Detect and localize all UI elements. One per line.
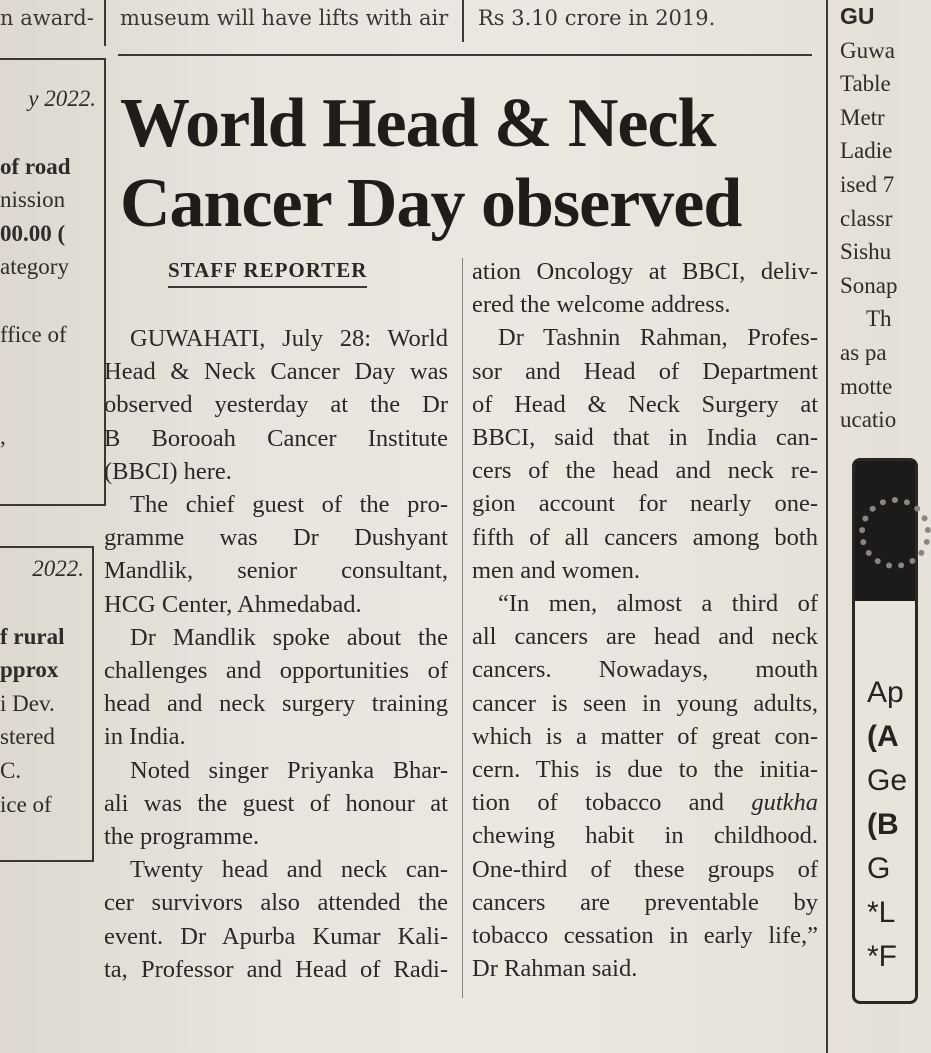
left-clipping-text-1: y 2022. of road nission 00.00 ( ategory ffice of , — [0, 86, 96, 449]
article-text-line: cancer is seen in young adults, — [472, 689, 818, 717]
article-text-line: BBCI, said that in India can- — [472, 424, 818, 452]
article-text-line: (BBCI) here. — [104, 457, 232, 485]
article-text-line: Head & Neck Cancer Day was — [104, 358, 448, 386]
article-text-line: ered the welcome address. — [472, 291, 731, 319]
article-text-line: Mandlik, senior consultant, — [104, 557, 448, 585]
article-column-2 — [472, 255, 818, 985]
article-column-gap — [462, 258, 463, 998]
article-text-line: “In men, almost a third of — [498, 590, 818, 618]
article-text-line: Noted singer Priyanka Bhar- — [130, 756, 448, 784]
top-fragment-left: n award- — [0, 6, 94, 30]
article-text-line: Dr Mandlik spoke about the — [130, 623, 448, 651]
article-text-line: GUWAHATI, July 28: World — [130, 325, 448, 352]
article-text-line: ation Oncology at BBCI, deliv- — [472, 258, 818, 285]
left-clipping-text-2: 2022. f rural pprox i Dev. stered C. ice of — [0, 556, 84, 817]
ad-text: Ap (A Ge (B G *L *F — [867, 676, 908, 973]
article-text-line: observed yesterday at the Dr — [104, 391, 448, 419]
article-text-line: of Head & Neck Surgery at — [472, 390, 818, 418]
gear-emblem-icon — [859, 497, 931, 569]
article-text-line: chewing habit in childhood. — [472, 822, 818, 850]
right-clipping-text: GU Guwa Table Metr Ladie ised 7 classr Sishu Sonap Th as pa motte ucatio — [840, 3, 898, 433]
article-headline — [120, 84, 820, 244]
headline-line-2: Cancer Day observed — [120, 165, 742, 242]
article-text-line: Dr Rahman said. — [472, 955, 638, 983]
middle-column-divider-top — [462, 0, 464, 42]
article-text-line: sor and Head of Department — [472, 357, 818, 385]
article-text-line: which is a matter of great con- — [472, 722, 818, 750]
article-text-line: cancers are preventable by — [472, 888, 818, 916]
ad-dark-banner — [855, 461, 915, 601]
article-text-line: HCG Center, Ahmedabad. — [104, 590, 362, 618]
article-text-line: ali was the guest of honour at — [104, 789, 448, 817]
article-text-line: Twenty head and neck can- — [130, 856, 448, 884]
article-text-line: cern. This is due to the initia- — [472, 756, 818, 784]
advertisement-box — [852, 458, 918, 1004]
article-text-line: gramme was Dr Dushyant — [104, 524, 448, 552]
top-fragment-middle: museum will have lifts with air — [120, 6, 449, 30]
byline: STAFF REPORTER — [168, 258, 367, 288]
article-text-line: tobacco cessation in early life,” — [472, 922, 818, 950]
article-column-1 — [104, 322, 448, 986]
article-text-line: One-third of these groups of — [472, 855, 818, 883]
article-text-line: challenges and opportunities of — [104, 657, 448, 685]
article-text-line: gion account for nearly one- — [472, 490, 818, 518]
top-divider — [118, 54, 812, 56]
article-text-line: all cancers are head and neck — [472, 623, 818, 651]
article-text-line: Dr Tashnin Rahman, Profes- — [498, 324, 818, 352]
left-column-divider-top — [104, 0, 106, 46]
article-text-line: tion of tobacco and gutkha — [472, 789, 818, 817]
right-column-divider — [826, 0, 828, 1053]
headline-line-1: World Head & Neck — [120, 85, 716, 162]
article-text-line: B Borooah Cancer Institute — [104, 424, 448, 452]
article-text-line: cer survivors also attended the — [104, 889, 448, 917]
article-text-line: event. Dr Apurba Kumar Kali- — [104, 922, 448, 950]
article-text-line: cers of the head and neck re- — [472, 457, 818, 485]
article-text-line: men and women. — [472, 556, 641, 584]
article-text-line: The chief guest of the pro- — [130, 491, 448, 519]
article-text-line: ta, Professor and Head of Radi- — [104, 955, 448, 983]
article-text-line: cancers. Nowadays, mouth — [472, 656, 818, 684]
top-fragment-right: Rs 3.10 crore in 2019. — [478, 6, 716, 30]
article-text-line: head and neck surgery training — [104, 690, 448, 718]
article-text-line: in India. — [104, 723, 186, 751]
article-text-line: fifth of all cancers among both — [472, 523, 818, 551]
article-text-line: the programme. — [104, 823, 260, 851]
